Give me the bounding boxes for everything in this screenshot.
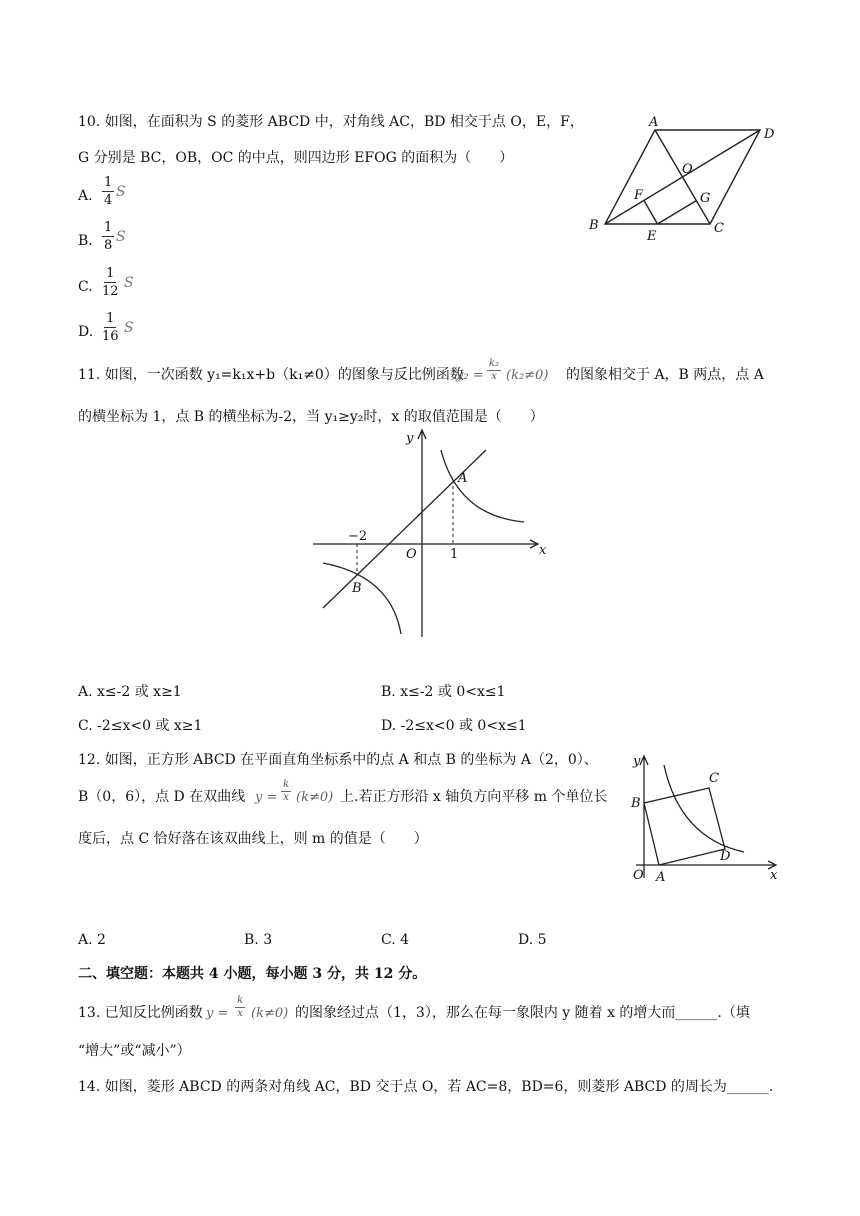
q13-fn-name: y = bbox=[206, 1006, 229, 1021]
option-letter: B. bbox=[78, 233, 93, 249]
label-a: A bbox=[656, 870, 666, 885]
diagonal-bd bbox=[605, 130, 760, 224]
q12-option-a[interactable]: A. 2 bbox=[78, 932, 106, 948]
q13-inline-fraction bbox=[235, 996, 245, 1019]
label-c: C bbox=[714, 221, 724, 236]
q12-line2-post: 上.若正方形沿 x 轴负方向平移 m 个单位长 bbox=[340, 789, 608, 805]
label-neg2: −2 bbox=[348, 529, 368, 544]
q12-graph bbox=[626, 748, 786, 893]
q11-inline-fraction bbox=[487, 359, 501, 382]
label-a: A bbox=[649, 115, 659, 130]
q13-line2: “增大”或“减小”） bbox=[78, 1043, 191, 1059]
q10-rhombus-figure bbox=[580, 112, 810, 242]
fraction bbox=[102, 267, 119, 298]
q12-option-d[interactable]: D. 5 bbox=[518, 932, 547, 948]
q11-line1-pre: 11. 如图，一次函数 y₁=k₁x+b（k₁≠0）的图象与反比例函数 bbox=[78, 367, 464, 383]
q11-option-a[interactable]: A. x≤-2 或 x≥1 bbox=[78, 684, 182, 700]
denominator: 12 bbox=[102, 284, 119, 299]
option-suffix: S bbox=[116, 184, 126, 200]
denominator: x bbox=[491, 371, 497, 382]
q11-fn-name: y₂ = bbox=[456, 368, 484, 383]
label-d: D bbox=[720, 849, 731, 864]
label-e: E bbox=[647, 229, 657, 242]
segment-ef bbox=[644, 201, 658, 225]
fraction bbox=[102, 176, 114, 207]
option-suffix: S bbox=[124, 320, 134, 336]
numerator: 1 bbox=[106, 266, 115, 281]
q13-fn-condition: (k≠0) bbox=[251, 1006, 289, 1021]
option-letter: D. bbox=[78, 324, 94, 340]
q12-line3: 度后，点 C 恰好落在该双曲线上，则 m 的值是（ ） bbox=[78, 831, 428, 847]
label-y: y bbox=[633, 754, 641, 769]
option-letter: C. bbox=[78, 279, 93, 295]
numerator: 1 bbox=[106, 311, 115, 326]
q13-line1-pre: 13. 已知反比例函数 bbox=[78, 1005, 203, 1021]
label-a: A bbox=[458, 471, 468, 486]
q11-option-b[interactable]: B. x≤-2 或 0<x≤1 bbox=[381, 684, 506, 700]
label-b: B bbox=[352, 581, 362, 596]
numerator: k₂ bbox=[489, 358, 500, 369]
section-2-title: 二、填空题：本题共 4 小题，每小题 3 分，共 12 分。 bbox=[78, 966, 427, 982]
label-g: G bbox=[700, 191, 711, 206]
denominator: 4 bbox=[104, 193, 113, 208]
option-letter: A. bbox=[78, 188, 93, 204]
q14-line1: 14. 如图，菱形 ABCD 的两条对角线 AC，BD 交于点 O，若 AC=8，BD=6，则菱形 ABCD 的周长为______. bbox=[78, 1079, 774, 1095]
denominator: 8 bbox=[104, 238, 113, 253]
numerator: 1 bbox=[104, 175, 113, 190]
q11-line1-post: 的图象相交于 A，B 两点，点 A bbox=[566, 367, 764, 383]
q11-fn-condition: (k₂≠0) bbox=[506, 368, 549, 383]
square-abcd bbox=[644, 788, 725, 865]
numerator: k bbox=[237, 995, 244, 1006]
q10-line2: G 分别是 BC，OB，OC 的中点，则四边形 EFOG 的面积为（ ） bbox=[78, 150, 514, 166]
numerator: 1 bbox=[104, 220, 113, 235]
label-o: O bbox=[633, 868, 644, 883]
option-suffix: S bbox=[116, 229, 126, 245]
fraction bbox=[102, 221, 114, 252]
denominator: x bbox=[283, 792, 289, 803]
q12-fn-name: y = bbox=[255, 790, 278, 805]
label-b: B bbox=[631, 796, 641, 811]
q12-line1: 12. 如图，正方形 ABCD 在平面直角坐标系中的点 A 和点 B 的坐标为 A（2，0）、 bbox=[78, 752, 598, 768]
q10-line1: 10. 如图，在面积为 S 的菱形 ABCD 中，对角线 AC，BD 相交于点 O，E，F， bbox=[78, 114, 584, 130]
q11-option-d[interactable]: D. -2≤x<0 或 0<x≤1 bbox=[381, 718, 527, 734]
q11-graph bbox=[308, 424, 558, 640]
label-y: y bbox=[406, 431, 414, 446]
numerator: k bbox=[283, 779, 290, 790]
q12-fn-condition: (k≠0) bbox=[296, 790, 334, 805]
denominator: x bbox=[237, 1008, 243, 1019]
q13-line1-post: 的图象经过点（1，3），那么在每一象限内 y 随着 x 的增大而______.（填 bbox=[295, 1005, 750, 1021]
label-c: C bbox=[709, 771, 719, 786]
hyperbola bbox=[664, 765, 744, 852]
q12-line2-pre: B（0，6），点 D 在双曲线 bbox=[78, 789, 246, 805]
label-d: D bbox=[764, 127, 775, 142]
q12-option-c[interactable]: C. 4 bbox=[381, 932, 410, 948]
q11-line2: 的横坐标为 1，点 B 的横坐标为-2，当 y₁≥y₂时，x 的取值范围是（ ） bbox=[78, 409, 544, 425]
option-suffix: S bbox=[124, 275, 134, 291]
fraction bbox=[102, 312, 119, 343]
segment-eg bbox=[658, 201, 697, 225]
hyperbola-branch-2 bbox=[323, 563, 401, 634]
label-f: F bbox=[634, 188, 644, 203]
denominator: 16 bbox=[102, 329, 119, 344]
q11-option-c[interactable]: C. -2≤x<0 或 x≥1 bbox=[78, 718, 203, 734]
label-o: O bbox=[406, 547, 417, 562]
label-b: B bbox=[589, 218, 599, 233]
label-1: 1 bbox=[450, 547, 459, 562]
label-x: x bbox=[770, 868, 778, 883]
label-o: O bbox=[682, 162, 693, 177]
q12-option-b[interactable]: B. 3 bbox=[244, 932, 273, 948]
q12-inline-fraction bbox=[281, 780, 291, 803]
label-x: x bbox=[539, 543, 547, 558]
